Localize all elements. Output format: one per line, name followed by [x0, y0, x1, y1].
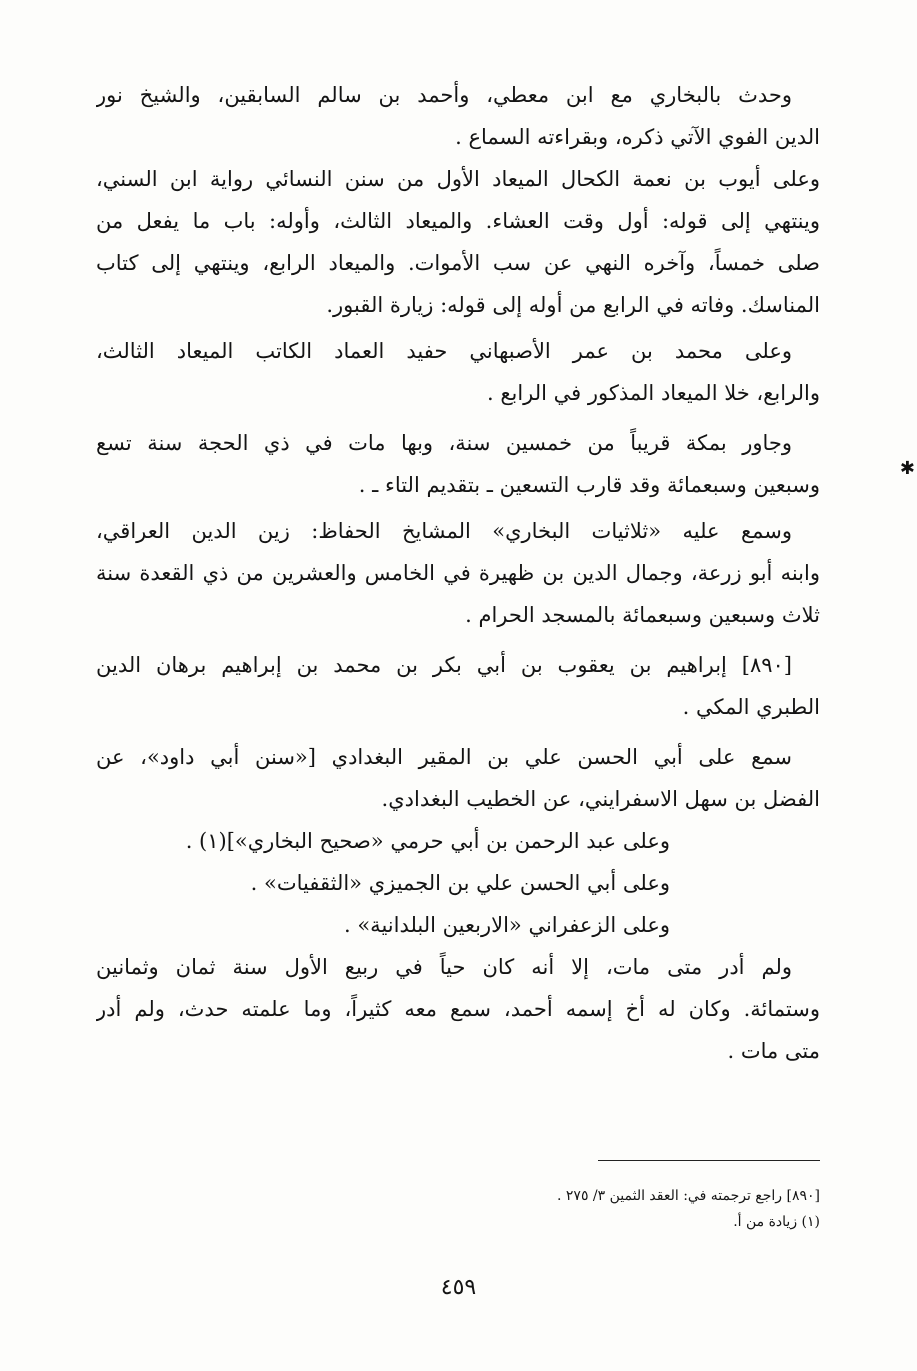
text-line: وسبعين وسبعمائة وقد قارب التسعين ـ بتقديم التاء ـ .: [358, 473, 820, 497]
entry-heading: الطبري المكي .: [682, 695, 820, 719]
text-line: الدين الفوي الآتي ذكره، وبقراءته السماع .: [455, 125, 820, 149]
text-line: المناسك. ﻭفاته في الرابع من أوله إلى قوله: زيارة القبور.: [326, 293, 820, 317]
text-line: متى مات .: [727, 1039, 820, 1063]
text-line: وستمائة. وكان له أخ إسمه أحمد، سمع معه كثيراً، وما علمته حدث، ولم أدر: [96, 997, 820, 1021]
text-line: وحدث بالبخاري مع ابن معطي، وأحمد بن سالم السابقين، والشيخ نور: [96, 83, 792, 107]
text-line: والرابع، خلا الميعاد المذكور في الرابع .: [486, 381, 820, 405]
footnote-separator: [598, 1160, 820, 1161]
entry-heading: [٨٩٠] إبراهيم بن يعقوب بن أبي بكر بن محمد بن إبراهيم برهان الدين: [96, 653, 792, 677]
margin-mark-icon: ✱: [899, 458, 915, 479]
text-line: وعلى أبي الحسن علي بن الجميزي «الثقفيات» .: [250, 871, 670, 895]
text-line: وعلى أيوب بن نعمة الكحال الميعاد الأول من سنن النسائي رواية ابن السني،: [96, 167, 820, 191]
text-line: وسمع عليه «ثلاثيات البخاري» المشايخ الحفاظ: زين الدين العراقي،: [96, 519, 792, 543]
text-line: وعلى عبد الرحمن بن أبي حرمي «صحيح البخاري»](١) .: [185, 829, 670, 853]
text-line: وعلى محمد بن عمر الأصبهاني حفيد العماد الكاتب الميعاد الثالث،: [96, 339, 792, 363]
text-line: وجاور بمكة قريباً من خمسين سنة، وبها مات في ذي الحجة سنة تسع: [96, 431, 792, 455]
text-line: ولم أدر متى مات، إلا أنه كان حياً في ربيع الأول سنة ثمان وثمانين: [96, 955, 792, 979]
footnote: (١) زيادة من أ.: [733, 1214, 820, 1230]
page-number: ٤٥٩: [440, 1275, 477, 1300]
text-line: وينتهي إلى قوله: أول وقت العشاء. والميعاد الثالث، وأوله: باب ما يفعل من: [96, 209, 820, 233]
text-line: وابنه أبو زرعة، وجمال الدين بن ظهيرة في الخامس والعشرين من ذي القعدة سنة: [96, 561, 820, 585]
text-line: صلى خمساً، وآخره النهي عن سب الأموات. والميعاد الرابع، وينتهي إلى كتاب: [96, 251, 820, 275]
text-line: الفضل بن سهل الاسفرايني، عن الخطيب البغدادي.: [381, 787, 820, 811]
footnote: [٨٩٠] راجع ترجمته في: العقد الثمين ٣/ ٢٧٥ .: [557, 1188, 820, 1204]
text-line: سمع على أبي الحسن علي بن المقير البغدادي [«سنن أبي داود»، عن: [96, 745, 792, 769]
main-text: [96, 74, 820, 1072]
text-line: وعلى الزعفراني «الاربعين البلدانية» .: [343, 913, 670, 937]
text-line: ثلاث وسبعين وسبعمائة بالمسجد الحرام .: [465, 603, 820, 627]
